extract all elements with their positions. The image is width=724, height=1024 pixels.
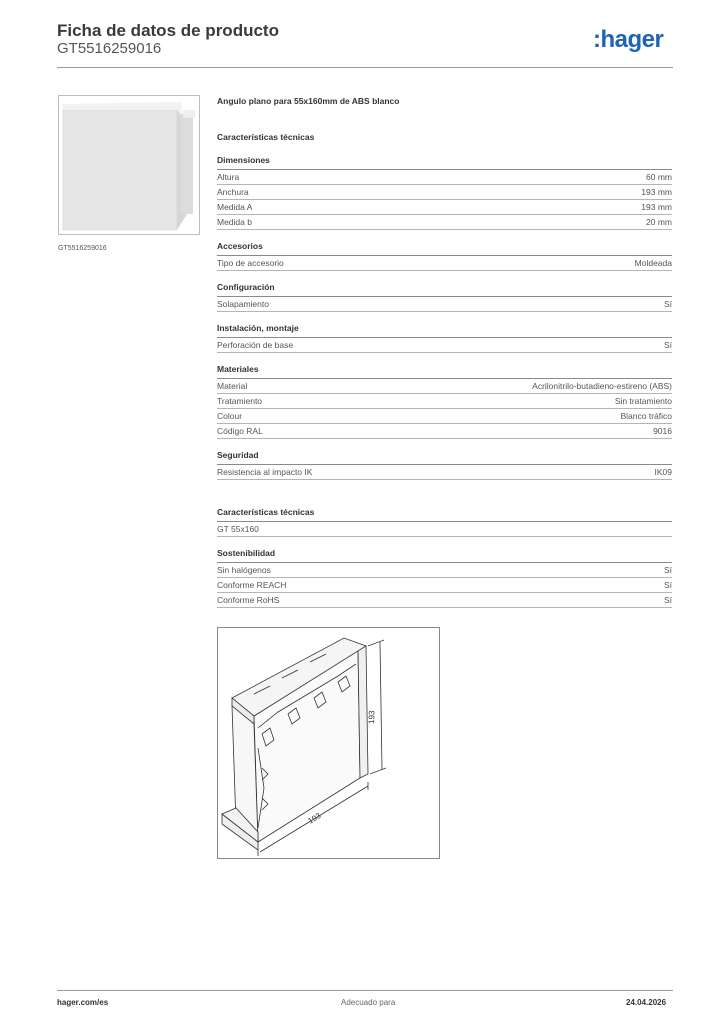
footer-website-link[interactable]: hager.com/es [57, 998, 109, 1007]
spec-value: 9016 [653, 426, 672, 436]
spec-value: Blanco tráfico [620, 411, 672, 421]
spec-label: Medida A [217, 202, 253, 212]
footer-divider [57, 990, 673, 991]
spec-group [217, 506, 672, 537]
spec-group [217, 154, 672, 230]
spec-row [217, 215, 672, 230]
section-heading: Accesorios [217, 240, 672, 256]
spec-value: 193 mm [641, 202, 672, 212]
section-heading: Características técnicas [217, 506, 672, 522]
section-heading: Instalación, montaje [217, 322, 672, 338]
spec-row [217, 465, 672, 480]
product-thumbnail [58, 95, 200, 235]
spec-sections [217, 154, 672, 480]
spec-row [217, 185, 672, 200]
brand-logo: :hager [593, 26, 664, 53]
spec-sections-secondary [217, 506, 672, 608]
spec-row [217, 200, 672, 215]
spec-value: Sin tratamiento [614, 396, 672, 406]
spec-group [217, 281, 672, 312]
spec-label: Resistencia al impacto IK [217, 467, 313, 477]
spec-row [217, 170, 672, 185]
spec-row [217, 394, 672, 409]
spec-content [217, 96, 672, 638]
spec-group [217, 547, 672, 608]
spec-value: Sí [663, 565, 672, 575]
spec-label: Colour [217, 411, 243, 421]
spec-label: Sin halógenos [217, 565, 271, 575]
spec-value: Sí [663, 595, 672, 605]
spec-value: Sí [663, 340, 672, 350]
spec-label: Altura [217, 172, 240, 182]
footer-date: 24.04.2026 [626, 998, 667, 1007]
spec-row [217, 256, 672, 271]
spec-row [217, 578, 672, 593]
specs-title: Características técnicas [217, 132, 315, 142]
section-heading: Dimensiones [217, 154, 672, 170]
spec-row [217, 522, 672, 537]
product-photo [59, 96, 199, 234]
spec-row [217, 424, 672, 439]
spec-row [217, 297, 672, 312]
spec-label: Conforme REACH [217, 580, 287, 590]
spec-row [217, 563, 672, 578]
spec-group [217, 240, 672, 271]
spec-row [217, 338, 672, 353]
spec-label: Solapamiento [217, 299, 269, 309]
spec-value: 20 mm [646, 217, 672, 227]
page-title: Ficha de datos de producto [57, 21, 279, 40]
section-heading: Sostenibilidad [217, 547, 672, 563]
section-heading: Materiales [217, 363, 672, 379]
spec-row [217, 379, 672, 394]
spec-value: Sí [663, 299, 672, 309]
spec-value: IK09 [654, 467, 672, 477]
spec-row [217, 409, 672, 424]
spec-label: Anchura [217, 187, 249, 197]
illustration-frame [217, 627, 440, 859]
section-heading: Seguridad [217, 449, 672, 465]
spec-value: Acrilonitrilo-butadieno-estireno (ABS) [532, 381, 672, 391]
product-code: GT5516259016 [57, 40, 162, 57]
header-divider [57, 67, 673, 68]
footer-note: Adecuado para [341, 998, 396, 1007]
dimension-drawing [218, 628, 439, 858]
spec-label: Código RAL [217, 426, 263, 436]
spec-group [217, 449, 672, 480]
spec-value: Moldeada [634, 258, 672, 268]
spec-group [217, 322, 672, 353]
spec-label: Material [217, 381, 248, 391]
spec-value: 193 mm [641, 187, 672, 197]
thumbnail-caption: GT5516259016 [58, 245, 107, 252]
product-description: Angulo plano para 55x160mm de ABS blanco [217, 96, 400, 106]
dimension-horizontal-label: 193 [306, 811, 323, 826]
section-heading: Configuración [217, 281, 672, 297]
spec-label: Tratamiento [217, 396, 263, 406]
spec-value: 60 mm [646, 172, 672, 182]
dimension-vertical-label: 193 [367, 710, 377, 725]
spec-label: Medida b [217, 217, 252, 227]
spec-group [217, 363, 672, 439]
spec-label: Tipo de accesorio [217, 258, 284, 268]
spec-value: Sí [663, 580, 672, 590]
spec-label: Conforme RoHS [217, 595, 280, 605]
spec-row [217, 593, 672, 608]
spec-label: GT 55x160 [217, 524, 259, 534]
spec-label: Perforación de base [217, 340, 294, 350]
